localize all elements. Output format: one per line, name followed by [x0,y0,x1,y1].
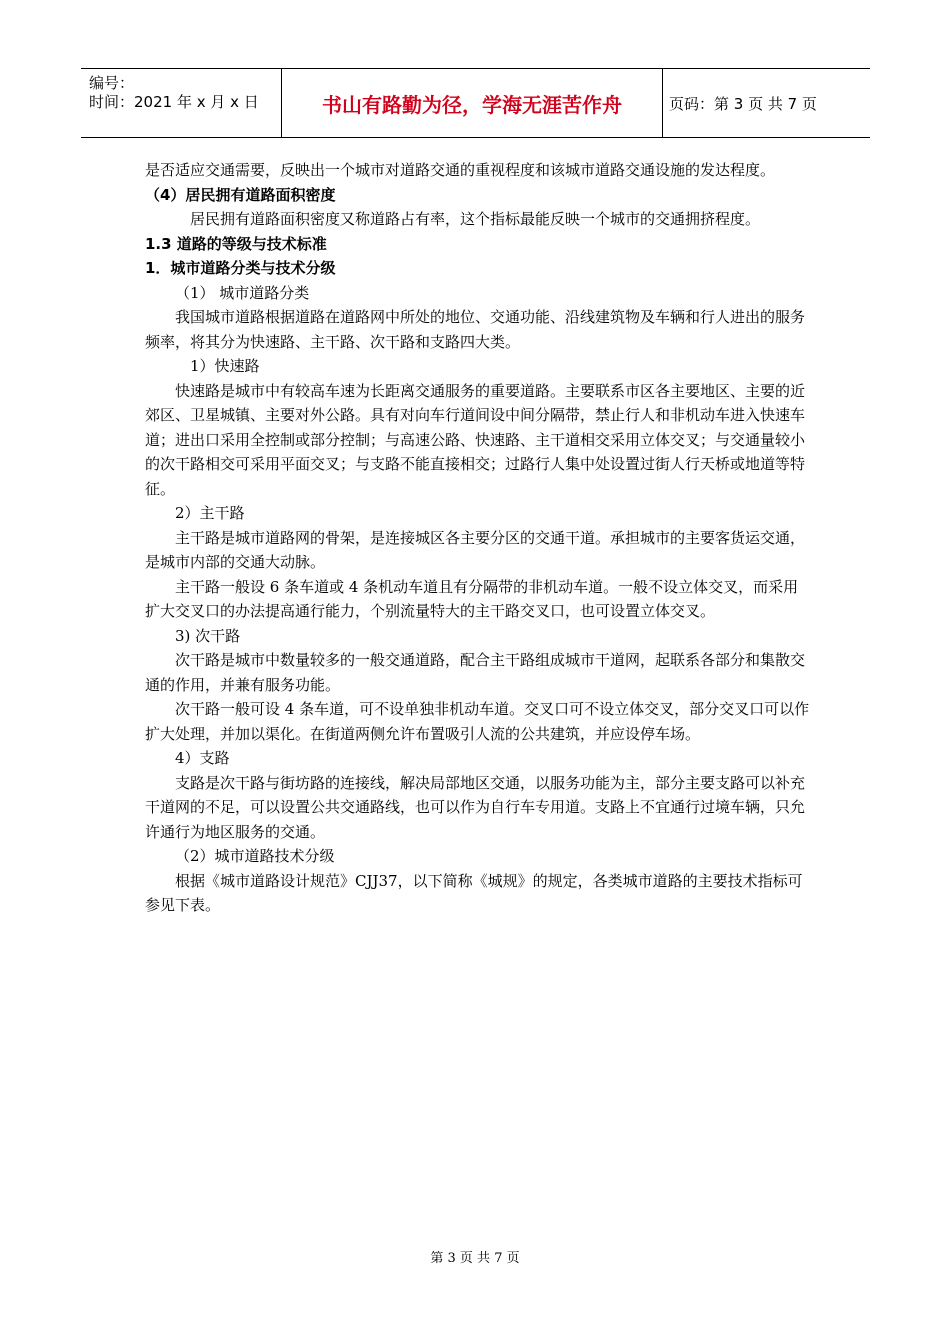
page-footer: 第 3 页 共 7 页 [430,1251,520,1266]
document-number: 编号： [89,74,135,92]
document-date: 时间：2021 年 x 月 x 日 [89,93,259,111]
subsection-heading: 1）快速路 [190,357,260,375]
body-paragraph: 支路是次干路与街坊路的连接线，解决局部地区交通，以服务功能为主，部分主要支路可以补充干道网的不足，可以设置公共交通路线，也可以作为自行车专用道。支路上不宜通行过境车辆，只允许通行为地区服务的交通。 [145,773,806,841]
body-paragraph: 次干路是城市中数量较多的一般交通道路，配合主干路组成城市干道网，起联系各部分和集散交通的作用，并兼有服务功能。 [145,651,806,694]
page-header [81,68,870,138]
body-paragraph: 主干路一般设 6 条车道或 4 条机动车道且有分隔带的非机动车道。一般不设立体交叉，而采用扩大交叉口的办法提高通行能力，个别流量特大的主干路交叉口，也可设置立体交叉。 [145,577,799,620]
header-motto-cell [281,69,663,137]
body-paragraph: 次干路一般可设 4 条车道，可不设单独非机动车道。交叉口可不设立体交叉，部分交叉口可以作扩大处理，并加以渠化。在街道两侧允许布置吸引人流的公共建筑，并应设停车场。 [145,700,810,743]
subsection-heading: 3) 次干路 [175,626,241,645]
section-heading: （4）居民拥有道路面积密度 [145,185,336,204]
header-page-cell [661,69,870,137]
body-paragraph: 是否适应交通需要，反映出一个城市对道路交通的重视程度和该城市道路交通设施的发达程度。 [145,161,776,179]
body-paragraph: 根据《城市道路设计规范》CJJ37，以下简称《城规》的规定，各类城市道路的主要技术指标可参见下表。 [145,871,803,914]
subsection-heading: （2）城市道路技术分级 [175,847,335,865]
body-paragraph: 快速路是城市中有较高车速为长距离交通服务的重要道路。主要联系市区各主要地区、主要的近郊区、卫星城镇、主要对外公路。具有对向车行道间设中间分隔带，禁止行人和非机动车进入快速车道；进出口采用全控制或部分控制；与高速公路、快速路、主干道相交采用立体交叉；与交通量较小的次干路相交可采用平面交叉；与支路不能直接相交；过路行人集中处设置过街人行天桥或地道等特征。 [145,381,806,498]
body-paragraph: 主干路是城市道路网的骨架，是连接城区各主要分区的交通干道。承担城市的主要客货运交通，是城市内部的交通大动脉。 [145,528,806,571]
header-motto: 书山有路勤为径，学海无涯苦作舟 [322,92,622,117]
document-body [145,158,810,918]
header-meta [81,69,281,137]
section-heading: 1.3 道路的等级与技术标准 [145,234,327,253]
subsection-heading: 4）支路 [175,749,230,767]
body-paragraph: 居民拥有道路面积密度又称道路占有率，这个指标最能反映一个城市的交通拥挤程度。 [190,210,761,228]
header-page-info: 页码：第 3 页 共 7 页 [669,94,817,113]
subsection-heading: 2）主干路 [175,504,245,522]
subsection-heading: （1） 城市道路分类 [175,283,310,302]
body-paragraph: 我国城市道路根据道路在道路网中所处的地位、交通功能、沿线建筑物及车辆和行人进出的服务频率，将其分为快速路、主干路、次干路和支路四大类。 [145,308,806,351]
section-heading: 1．城市道路分类与技术分级 [145,259,336,277]
